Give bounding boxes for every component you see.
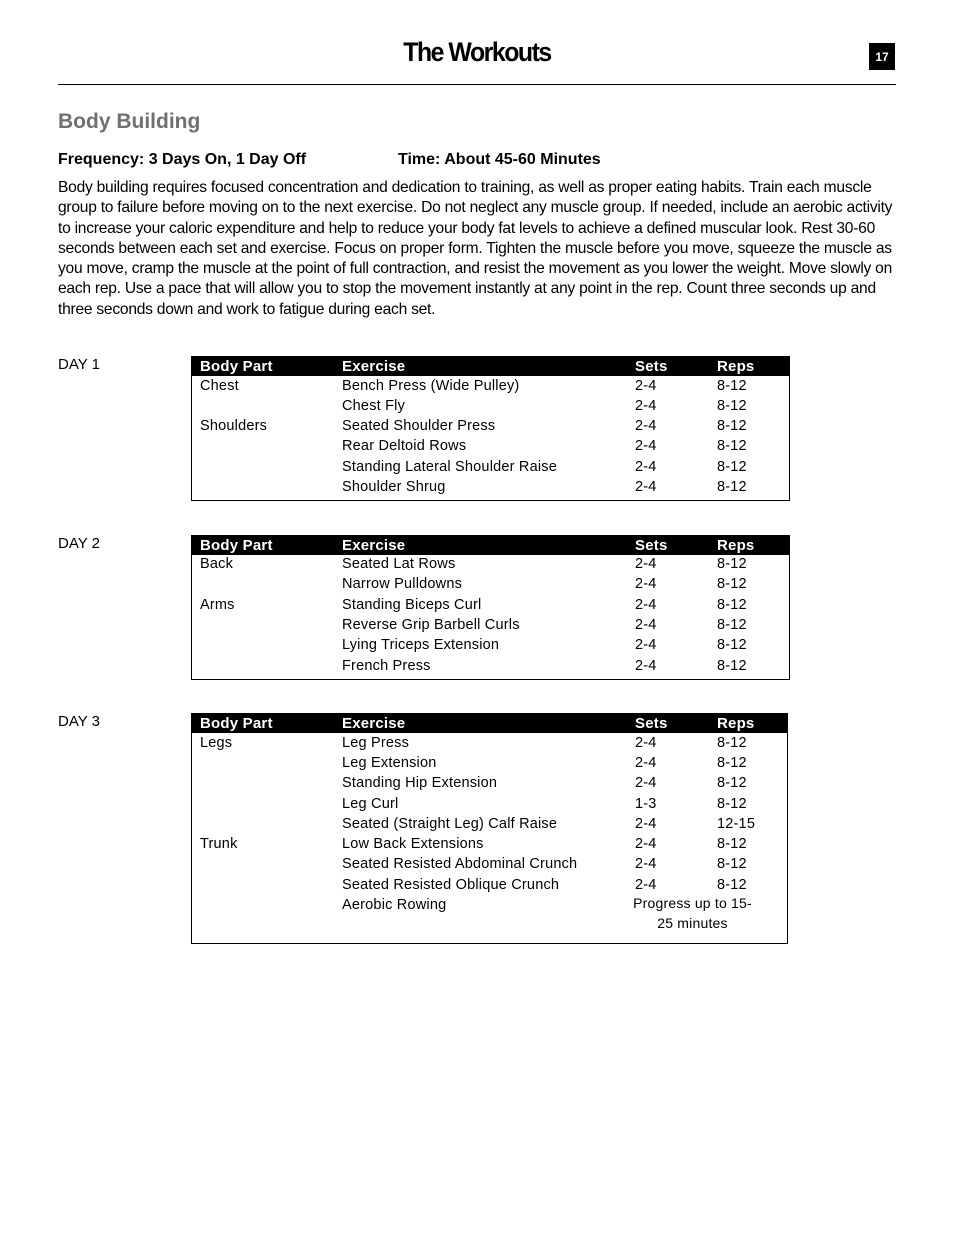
reps-cell: 8-12 [717,378,747,394]
body-part-cell: Back [200,556,234,572]
exercise-cell: Seated Resisted Abdominal Crunch [342,856,578,872]
table-row [192,459,789,479]
header-body-part: Body Part [200,358,273,375]
table-row [192,796,787,816]
page-number-badge: 17 [869,43,895,70]
day-1-table [191,356,790,501]
table-header [192,536,789,555]
exercise-cell: Standing Hip Extension [342,775,498,791]
exercise-cell: Leg Press [342,735,410,751]
exercise-cell: Standing Biceps Curl [342,597,482,613]
sets-cell: 2-4 [635,775,657,791]
header-reps: Reps [717,537,755,554]
sets-cell: 2-4 [635,378,657,394]
header-exercise: Exercise [342,358,406,375]
body-part-cell: Shoulders [200,418,268,434]
table-row [192,479,789,499]
header-sets: Sets [635,715,668,732]
reps-cell: 8-12 [717,796,747,812]
table-row [192,816,787,836]
sets-cell: 2-4 [635,459,657,475]
body-part-cell: Trunk [200,836,238,852]
day-1-label: DAY 1 [58,356,100,373]
table-row [192,836,787,856]
exercise-cell: Seated (Straight Leg) Calf Raise [342,816,558,832]
table-header [192,357,789,376]
table-row [192,735,787,755]
exercise-cell: Seated Shoulder Press [342,418,496,434]
exercise-cell: Bench Press (Wide Pulley) [342,378,520,394]
header-sets: Sets [635,537,668,554]
sets-cell: 1-3 [635,796,657,812]
time-label: Time: About 45-60 Minutes [398,151,601,168]
header-reps: Reps [717,358,755,375]
day-3-label: DAY 3 [58,713,100,730]
reps-cell: 8-12 [717,658,747,674]
header-reps: Reps [717,715,755,732]
table-row [192,438,789,458]
reps-cell: 8-12 [717,856,747,872]
exercise-cell: Aerobic Rowing [342,897,447,913]
exercise-cell: Leg Curl [342,796,399,812]
exercise-cell: Leg Extension [342,755,437,771]
sets-cell: 2-4 [635,877,657,893]
intro-paragraph: Body building requires focused concentration and dedication to training, as well as proper eating habits. Train each muscle group to failure before moving on to the next exercise. Do not neglect any muscle group. If needed, include an aerobic activity to increase your caloric expenditure and help to reduce your body fat levels to achieve a defined muscular look. Rest 30-60 seconds between each set and exercise. Focus on proper form. Tighten the muscle before you move, squeeze the muscle as you move, cramp the muscle at the point of full contraction, and resist the movement as you lower the weight. Move slowly on each rep. Use a pace that will allow you to stop the movement instantly at any point in the rep. Count three seconds up and three seconds down and work to fatigue during each set. [58,179,893,318]
sets-cell: 2-4 [635,418,657,434]
page-title: The Workouts [403,37,551,67]
frequency-label: Frequency: 3 Days On, 1 Day Off [58,151,307,168]
reps-cell: 8-12 [717,755,747,771]
exercise-cell: Shoulder Shrug [342,479,446,495]
sets-cell: 2-4 [635,617,657,633]
section-title: Body Building [58,110,201,133]
table-row [192,418,789,438]
exercise-cell: French Press [342,658,431,674]
day-3-table [191,713,788,944]
sets-cell: 2-4 [635,597,657,613]
sets-cell: 2-4 [635,556,657,572]
sets-cell: 2-4 [635,735,657,751]
sets-cell: 2-4 [635,398,657,414]
sets-cell: 2-4 [635,836,657,852]
table-row [192,398,789,418]
body-part-cell: Arms [200,597,235,613]
body-part-cell: Legs [200,735,233,751]
header-divider [58,84,896,85]
table-row [192,556,789,576]
reps-cell: 8-12 [717,479,747,495]
table-row [192,597,789,617]
body-part-cell: Chest [200,378,239,394]
reps-cell: 8-12 [717,556,747,572]
exercise-cell: Low Back Extensions [342,836,484,852]
exercise-cell: Chest Fly [342,398,406,414]
table-header [192,714,787,733]
reps-cell: 8-12 [717,597,747,613]
sets-cell: 2-4 [635,658,657,674]
reps-cell: 8-12 [717,735,747,751]
day-2-table [191,535,790,680]
header-exercise: Exercise [342,715,406,732]
reps-cell: 8-12 [717,877,747,893]
sets-cell: 2-4 [635,637,657,653]
table-row [192,576,789,596]
sets-cell: 2-4 [635,576,657,592]
sets-cell: 2-4 [635,479,657,495]
exercise-cell: Standing Lateral Shoulder Raise [342,459,557,475]
reps-cell: 8-12 [717,775,747,791]
header-body-part: Body Part [200,537,273,554]
reps-cell: 8-12 [717,576,747,592]
exercise-cell: Seated Lat Rows [342,556,456,572]
table-row [192,856,787,876]
reps-cell: 12-15 [717,816,756,832]
exercise-cell: Reverse Grip Barbell Curls [342,617,520,633]
exercise-cell: Rear Deltoid Rows [342,438,467,454]
header-body-part: Body Part [200,715,273,732]
exercise-cell: Lying Triceps Extension [342,637,500,653]
sets-cell: 2-4 [635,856,657,872]
reps-cell: 8-12 [717,637,747,653]
table-row [192,897,787,941]
table-row [192,637,789,657]
reps-cell: 8-12 [717,418,747,434]
sets-cell: 2-4 [635,816,657,832]
sets-cell: 2-4 [635,755,657,771]
exercise-cell: Narrow Pulldowns [342,576,463,592]
table-row [192,378,789,398]
reps-cell: 8-12 [717,459,747,475]
header-sets: Sets [635,358,668,375]
day-2-label: DAY 2 [58,535,100,552]
exercise-cell: Seated Resisted Oblique Crunch [342,877,560,893]
table-row [192,617,789,637]
table-row [192,658,789,678]
header-exercise: Exercise [342,537,406,554]
reps-cell: 8-12 [717,617,747,633]
sets-cell: 2-4 [635,438,657,454]
table-row [192,775,787,795]
reps-cell: 8-12 [717,836,747,852]
table-row [192,755,787,775]
reps-cell: 8-12 [717,438,747,454]
reps-cell: 8-12 [717,398,747,414]
duration-note-cell: Progress up to 15-25 minutes [633,895,752,931]
